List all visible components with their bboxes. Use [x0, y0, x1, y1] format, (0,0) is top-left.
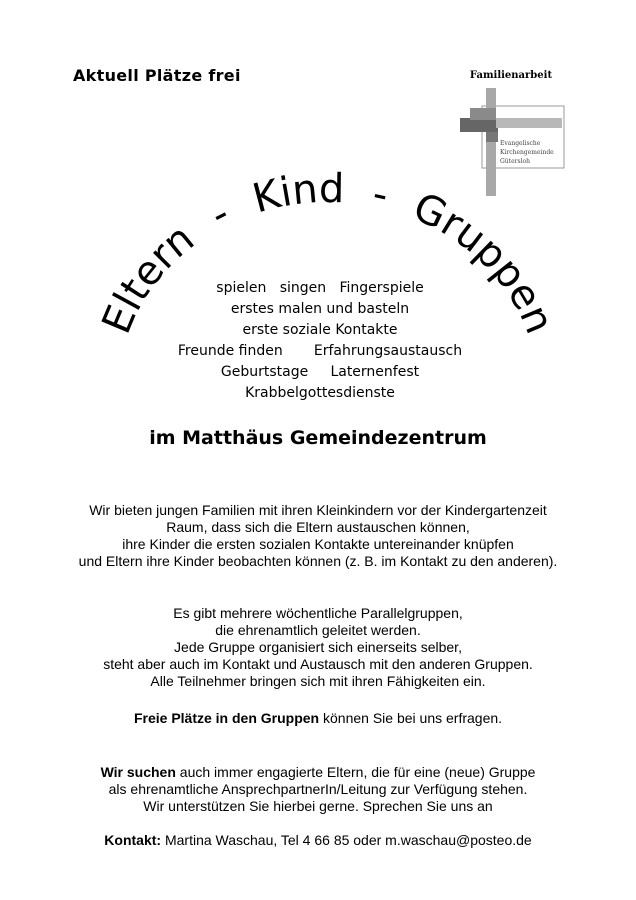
intro-paragraph	[60, 502, 576, 570]
location-title: im Matthäus Gemeindezentrum	[149, 427, 487, 449]
activity-line: erste soziale Kontakte	[242, 322, 398, 338]
search-bold: Wir suchen	[100, 764, 176, 780]
activity-line: Krabbelgottesdienste	[245, 385, 395, 401]
intro-line: ihre Kinder die ersten sozialen Kontakte untereinander knüpfen	[122, 536, 514, 552]
activity-line: Freunde finden Erfahrungsaustausch	[177, 343, 463, 359]
logo-subtitle-line: Gütersloh	[500, 158, 530, 165]
groups-line: steht aber auch im Kontakt und Austausch mit den anderen Gruppen.	[103, 656, 533, 672]
free-places-text: können Sie bei uns erfragen.	[319, 710, 503, 726]
free-places-bold: Freie Plätze in den Gruppen	[133, 710, 320, 726]
logo-subtitle-line: Evangelische	[500, 140, 541, 147]
headline-dash: -	[203, 190, 237, 239]
contact-line	[60, 832, 576, 849]
contact-details: Martina Waschau, Tel 4 66 85 oder m.waschau@posteo.de	[161, 832, 532, 848]
logo-subtitle-line: Kirchengemeinde	[500, 149, 554, 156]
search-line: Wir unterstützen Sie hierbei gerne. Sprechen Sie uns an	[143, 798, 493, 814]
groups-line: Jede Gruppe organisiert sich einerseits selber,	[174, 639, 462, 655]
headline-dash: -	[368, 170, 393, 219]
search-text: auch immer engagierte Eltern, die für eine (neue) Gruppe	[175, 764, 536, 780]
contact-label: Kontakt:	[104, 832, 162, 848]
groups-line: Alle Teilnehmer bringen sich mit ihren Fähigkeiten ein.	[150, 673, 486, 689]
intro-line: Wir bieten jungen Familien mit ihren Kleinkindern vor der Kindergartenzeit	[89, 502, 547, 518]
headline-word-eltern: Eltern	[93, 215, 203, 341]
intro-line: und Eltern ihre Kinder beobachten können (z. B. im Kontakt zu den anderen).	[78, 553, 558, 569]
headline-word-gruppen: Gruppen	[406, 184, 563, 341]
groups-paragraph	[60, 605, 576, 690]
activity-line: erstes malen und basteln	[230, 301, 410, 317]
status-heading: Aktuell Plätze frei	[73, 66, 241, 85]
activity-line: spielen singen Fingerspiele	[216, 280, 424, 296]
activity-line: Geburtstage Laternenfest	[220, 364, 420, 380]
free-places-line	[60, 710, 576, 727]
logo-title: Familienarbeit	[469, 70, 553, 81]
search-line: als ehrenamtliche AnsprechpartnerIn/Leitung zur Verfügung stehen.	[108, 781, 528, 797]
groups-line: die ehrenamtlich geleitet werden.	[215, 622, 421, 638]
intro-line: Raum, dass sich die Eltern austauschen können,	[166, 519, 470, 535]
search-paragraph	[60, 764, 576, 815]
headline-word-kind: Kind	[248, 165, 345, 223]
groups-line: Es gibt mehrere wöchentliche Parallelgruppen,	[173, 605, 463, 621]
activities-list	[170, 278, 470, 404]
